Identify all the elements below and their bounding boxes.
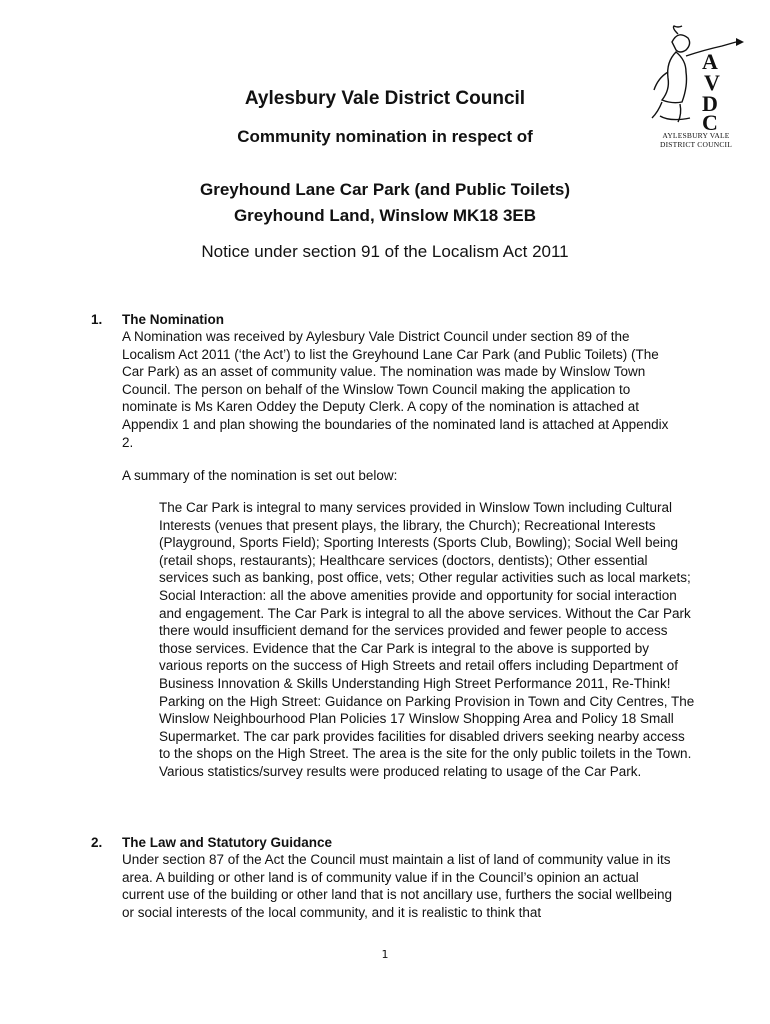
- logo-letter-v: V: [704, 70, 720, 95]
- section-number: 1.: [91, 312, 103, 327]
- page-number: 1: [381, 948, 389, 961]
- site-name: Greyhound Lane Car Park (and Public Toilets): [200, 180, 570, 199]
- section-body: Under section 87 of the Act the Council must maintain a list of land of community value in its area. A building or other land is of community value if in the Council’s opinion an actual current use of the building or other land that is not ancillary use, furthers the social wellbeing or social interests of the local community, and it is realistic to think that: [122, 852, 673, 920]
- figure-emblem-icon: [632, 24, 760, 130]
- logo-text-line2: DISTRICT COUNCIL: [659, 140, 733, 149]
- section-heading: The Nomination: [122, 312, 224, 327]
- logo-letter-a: A: [702, 49, 718, 74]
- site-address: Greyhound Land, Winslow MK18 3EB: [233, 206, 537, 225]
- logo-letter-d: D: [702, 91, 718, 116]
- logo-letter-c: C: [702, 110, 718, 130]
- section-body: A Nomination was received by Aylesbury Vale District Council under section 89 of the Localism Act 2011 (‘the Act’) to list the Greyhound Lane Car Park (and Public Toilets) (The Car Park) as an asset of community value. The nomination was made by Winslow Town Council. The person on behalf of the Winslow Town Council making the application to nominate is Ms Karen Oddey the Deputy Clerk. A copy of the nomination is attached at Appendix 1 and plan showing the boundaries of the nominated land is attached at Appendix 2.: [122, 329, 669, 450]
- notice-line: Notice under section 91 of the Localism Act 2011: [201, 242, 569, 261]
- page-title: Aylesbury Vale District Council: [244, 88, 526, 109]
- section-number: 2.: [91, 835, 103, 850]
- page-subtitle: Community nomination in respect of: [237, 127, 533, 146]
- summary-quote: The Car Park is integral to many services provided in Winslow Town including Cultural Interests (venues that present plays, the library, the Church); Recreational Interests (Playground, Sports Field); Sporting Interests (Sports Club, Bowling); Social Well being (retail shops, restaurants); Healthcare services (doctors, dentists); Other essential services such as banking, post office, vets; Other regular activities such as local markets; Social Interaction: all the above amenities provide and opportunity for social interaction and engagement. The Car Park is integral to all the above services. Without the Car Park there would insufficient demand for the services provided and fewer people to access those services. Evidence that the Car Park is integral to the above is supported by various reports on the success of High Streets and retail offers including Department of Business Innovation & Skills Understanding High Street Performance 2011, Re-Think! Parking on the High Street: Guidance on Parking Provision in Town and City Centres, The Winslow Neighbourhood Plan Policies 17 Winslow Shopping Area and Policy 18 Small Supermarket. The car park provides facilities for disabled drivers seeking nearby access to the shops on the High Street. The area is the site for the only public toilets in the Town. Various statistics/survey results were produced relating to usage of the Car Park.: [159, 500, 695, 779]
- logo-text-line1: AYLESBURY VALE: [662, 131, 730, 140]
- section-heading: The Law and Statutory Guidance: [122, 835, 333, 850]
- summary-intro: A summary of the nomination is set out below:: [122, 468, 398, 483]
